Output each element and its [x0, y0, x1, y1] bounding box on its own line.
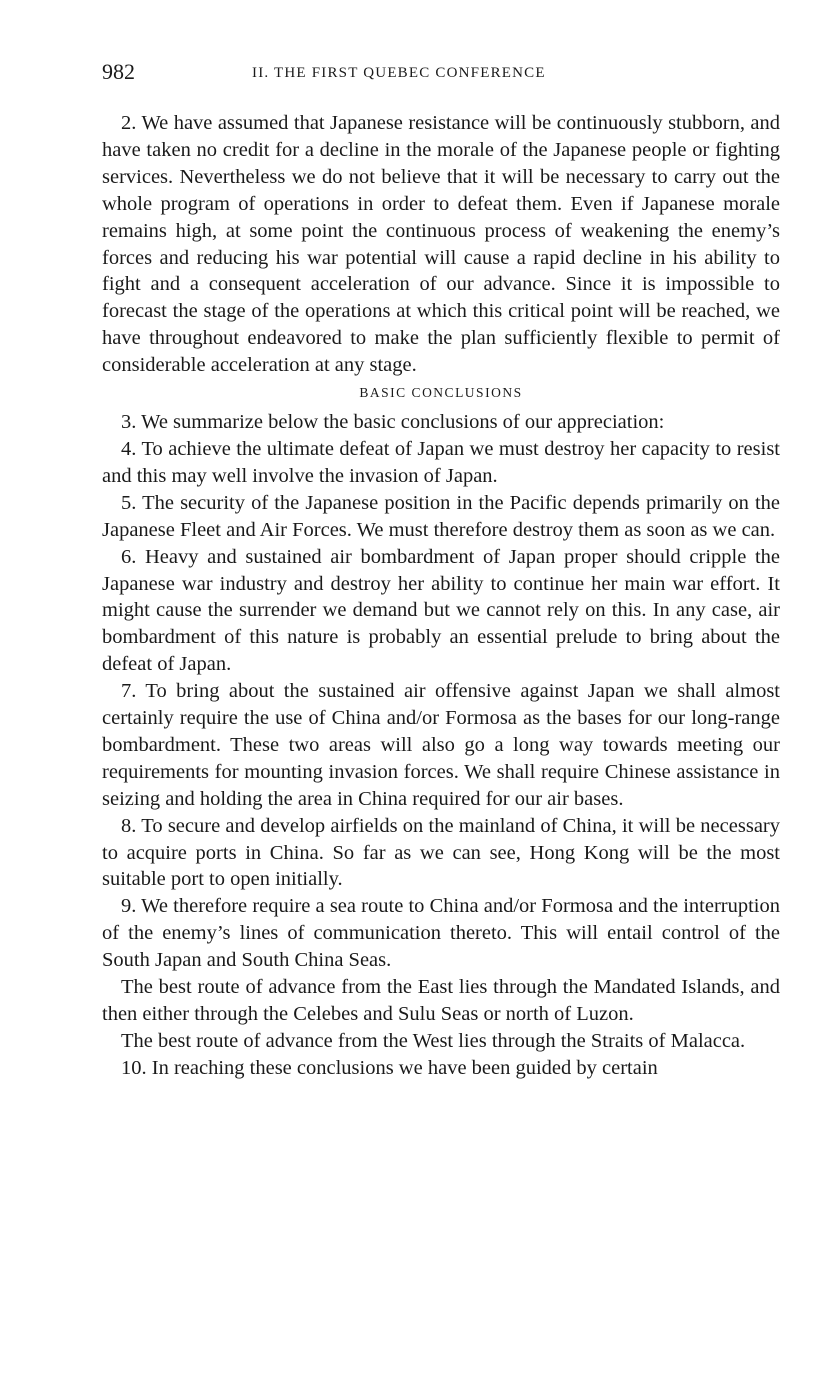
running-head: II. THE FIRST QUEBEC CONFERENCE: [252, 65, 546, 81]
page-header: [102, 58, 780, 88]
paragraph-5: 5. The security of the Japanese position in the Pacific depends primarily on the Japanese Fleet and Air Forces. We must therefore destroy them as soon as we can.: [102, 491, 780, 541]
paragraph-3: 3. We summarize below the basic conclusions of our appreciation:: [121, 411, 665, 434]
paragraph-2: 2. We have assumed that Japanese resistance will be continuously stubborn, and have taken no credit for a decline in the morale of the Japanese people or fighting services. Nevertheless we do not believe that it will be necessary to carry out the whole program of operations in order to defeat them. Even if Japanese morale remains high, at some point the continuous process of weakening the enemy’s forces and reducing his war potential will cause a rapid decline in his ability to fight and a consequent acceleration of our advance. Since it is impossible to forecast the stage of the operations at which this critical point will be reached, we have throughout endeavored to make the plan sufficiently flexible to permit of considerable acceleration at any stage.: [102, 112, 780, 377]
page-number: 982: [102, 59, 135, 84]
paragraph-9: 9. We therefore require a sea route to China and/or Formosa and the interruption of the enemy’s lines of communication thereto. This will entail control of the South Japan and South China Seas.: [102, 895, 780, 972]
paragraph-6: 6. Heavy and sustained air bombardment of Japan proper should cripple the Japanese war industry and destroy her ability to continue her main war effort. It might cause the surrender we demand but we cannot rely on this. In any case, air bombardment of this nature is probably an essential prelude to bring about the defeat of Japan.: [102, 545, 780, 676]
paragraph-10: 10. In reaching these conclusions we have been guided by certain: [121, 1056, 658, 1079]
body-text: [102, 110, 780, 1082]
section-heading: BASIC CONCLUSIONS: [359, 385, 523, 401]
paragraph-west-route: The best route of advance from the West lies through the Straits of Malacca.: [121, 1029, 746, 1052]
document-page: [102, 58, 780, 1082]
paragraph-8: 8. To secure and develop airfields on the mainland of China, it will be necessary to acquire ports in China. So far as we can see, Hong Kong will be the most suitable port to open initially.: [102, 814, 780, 891]
paragraph-7: 7. To bring about the sustained air offensive against Japan we shall almost certainly require the use of China and/or Formosa as the bases for our long-range bombardment. These two areas will also go a long way towards meeting our requirements for mounting invasion forces. We shall require Chinese assistance in seizing and holding the area in China required for our air bases.: [102, 680, 780, 810]
paragraph-east-route: The best route of advance from the East lies through the Mandated Islands, and then either through the Celebes and Sulu Seas or north of Luzon.: [102, 976, 780, 1025]
paragraph-4: 4. To achieve the ultimate defeat of Japan we must destroy her capacity to resist and this may well involve the invasion of Japan.: [102, 437, 780, 487]
